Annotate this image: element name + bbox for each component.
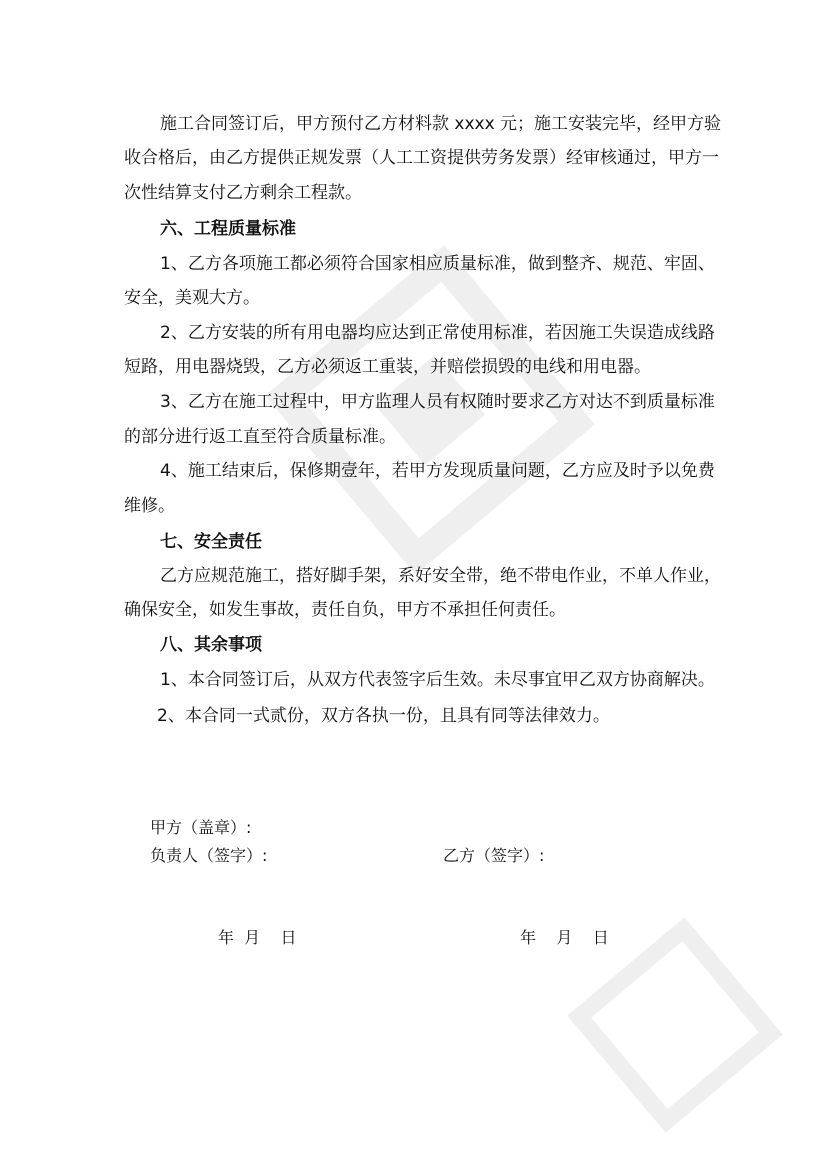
- party-b-signer-label: 乙方（签字）:: [443, 846, 545, 865]
- section-6-line: 安全，美观大方。: [124, 288, 260, 308]
- section-8-line: 1、本合同签订后，从双方代表签字后生效。未尽事宜甲乙双方协商解决。: [160, 670, 715, 690]
- section-6-heading: 六、工程质量标准: [160, 219, 296, 239]
- section-7-heading: 七、安全责任: [160, 532, 262, 552]
- section-6-line: 3、乙方在施工过程中，甲方监理人员有权随时要求乙方对达不到质量标准: [160, 392, 715, 412]
- party-a-seal-label: 甲方（盖章）:: [150, 818, 252, 837]
- party-a-signer-label: 负责人（签字）:: [150, 846, 268, 865]
- section-6-line: 2、乙方安装的所有用电器均应达到正常使用标准，若因施工失误造成线路: [160, 323, 715, 343]
- section-6-line: 1、乙方各项施工都必须符合国家相应质量标准，做到整齐、规范、牢固、: [160, 254, 715, 274]
- section-6-line: 4、施工结束后，保修期壹年，若甲方发现质量问题，乙方应及时予以免费: [160, 461, 715, 481]
- section-8-line: 2、本合同一式贰份，双方各执一份，且具有同等法律效力。: [157, 706, 610, 726]
- section-6-line: 短路，用电器烧毁，乙方必须返工重装，并赔偿损毁的电线和用电器。: [124, 357, 651, 377]
- section-6-line: 维修。: [124, 496, 175, 516]
- party-a-date: 年 月 日: [218, 928, 297, 947]
- payment-line: 次性结算支付乙方剩余工程款。: [124, 183, 362, 203]
- section-8-heading: 八、其余事项: [160, 635, 262, 655]
- payment-line: 收合格后，由乙方提供正规发票（人工工资提供劳务发票）经审核通过，甲方一: [124, 148, 719, 168]
- section-6-line: 的部分进行返工直至符合质量标准。: [124, 427, 396, 447]
- section-7-line: 确保安全，如发生事故，责任自负，甲方不承担任何责任。: [124, 600, 566, 620]
- party-b-date: 年 月 日: [520, 928, 609, 947]
- section-7-line: 乙方应规范施工，搭好脚手架，系好安全带，绝不带电作业，不单人作业，: [160, 566, 721, 586]
- payment-line: 施工合同签订后，甲方预付乙方材料款 xxxx 元；施工安装完毕，经甲方验: [160, 114, 722, 134]
